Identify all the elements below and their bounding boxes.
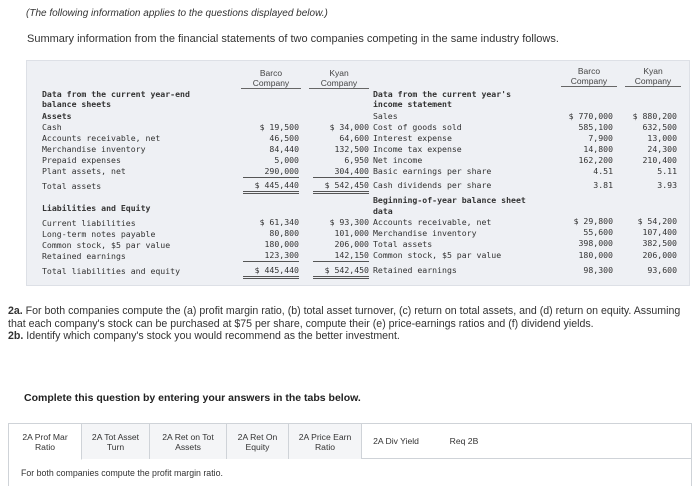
income-row-kyan: 24,300 (647, 144, 677, 154)
total-liab-kyan: $ 542,450 (324, 265, 369, 275)
left-section-heading-2: balance sheets (42, 99, 112, 109)
asset-row-label: Merchandise inventory (42, 144, 146, 154)
total-liab-label: Total liabilities and equity (42, 266, 181, 276)
tab-label-line1: 2A Prof Mar (22, 432, 68, 442)
tab-tot-asset-turn[interactable] (82, 424, 150, 459)
liability-row-kyan: $ 93,300 (329, 217, 369, 227)
header-kyan-right (625, 66, 681, 87)
tab-bar (9, 424, 691, 459)
asset-row-barco: 46,500 (269, 133, 299, 143)
begin-section-heading-1: Beginning-of-year balance sheet (373, 195, 526, 205)
q2a-label: 2a. (8, 305, 23, 317)
header-kyan-right-name: Kyan (643, 66, 663, 76)
asset-row-barco: 5,000 (274, 155, 299, 165)
question-text (8, 305, 692, 343)
tab-label-line1: Req 2B (449, 436, 479, 446)
begin-row-barco: 98,300 (583, 265, 613, 275)
asset-row-barco: $ 19,500 (259, 122, 299, 132)
tab-label-line1: 2A Tot Asset (91, 432, 140, 442)
tab-price-earn-ratio[interactable] (289, 424, 362, 459)
total-assets-barco: $ 445,440 (254, 180, 299, 190)
tab-label-line1: 2A Ret on Tot (162, 432, 214, 442)
header-kyan-left-name: Kyan (329, 68, 349, 78)
begin-row-label: Total assets (373, 239, 433, 249)
liability-row-barco: 180,000 (264, 239, 299, 249)
income-row-barco: 14,800 (583, 144, 613, 154)
begin-row-kyan: 107,400 (642, 227, 677, 237)
begin-row-label: Accounts receivable, net (373, 217, 492, 227)
income-row-barco: 585,100 (578, 122, 613, 132)
begin-row-barco: 398,000 (578, 238, 613, 248)
question-2b (8, 330, 692, 343)
income-row-kyan: 210,400 (642, 155, 677, 165)
liabilities-heading: Liabilities and Equity (42, 203, 151, 213)
header-barco-left (241, 68, 301, 89)
begin-row-kyan: $ 54,200 (637, 216, 677, 226)
liability-row-kyan: 142,150 (334, 250, 369, 260)
liability-row-kyan: 101,000 (334, 228, 369, 238)
asset-row-label: Prepaid expenses (42, 155, 121, 165)
header-barco-left-sub: Company (241, 78, 301, 89)
header-barco-right-sub: Company (561, 76, 617, 87)
tab-ret-on-tot-assets[interactable] (150, 424, 227, 459)
begin-row-kyan: 382,500 (642, 238, 677, 248)
income-row-kyan: 13,000 (647, 133, 677, 143)
liability-row-label: Retained earnings (42, 251, 126, 261)
instruction-text: Complete this question by entering your answers in the tabs below. (24, 392, 361, 404)
subtotal-rule (313, 177, 369, 178)
tab-label-line1: 2A Ret On (237, 432, 278, 442)
income-row-label: Sales (373, 111, 398, 121)
liability-row-label: Common stock, $5 par value (42, 240, 171, 250)
total-liab-barco: $ 445,440 (254, 265, 299, 275)
total-double-rule (243, 191, 299, 194)
header-barco-right (561, 66, 617, 87)
header-kyan-left (309, 68, 369, 89)
total-double-rule (313, 276, 369, 279)
income-row-label: Cash dividends per share (373, 180, 492, 190)
asset-row-barco: 290,000 (264, 166, 299, 176)
header-kyan-left-sub: Company (309, 78, 369, 89)
header-barco-right-name: Barco (577, 66, 601, 76)
tab-label-line2: Assets (175, 442, 201, 452)
financial-data-table (26, 60, 690, 286)
begin-row-label: Retained earnings (373, 265, 457, 275)
tab-prof-mar-ratio[interactable] (9, 424, 82, 460)
asset-row-kyan: 6,950 (344, 155, 369, 165)
income-row-label: Income tax expense (373, 144, 462, 154)
asset-row-label: Accounts receivable, net (42, 133, 161, 143)
summary-text: Summary information from the financial statements of two companies competing in the same industry follows. (27, 33, 559, 45)
asset-row-label: Cash (42, 122, 62, 132)
income-row-barco: 4.51 (593, 166, 613, 176)
income-row-barco: 3.81 (593, 180, 613, 190)
income-row-kyan: 5.11 (657, 166, 677, 176)
subtotal-rule (243, 261, 299, 262)
asset-row-kyan: 304,400 (334, 166, 369, 176)
q2a-text: For both companies compute the (a) profit margin ratio, (b) total asset turnover, (c) return on total assets, and (d) return on equity. Assuming that each company's stock can be purchased at $75 per share, compute their (e) price-earnings ratios and (f) dividend yields. (8, 305, 681, 330)
income-row-label: Basic earnings per share (373, 166, 492, 176)
tab-req-2b[interactable] (430, 424, 498, 459)
tab-label-line1: 2A Price Earn (298, 432, 352, 442)
income-row-label: Interest expense (373, 133, 452, 143)
total-double-rule (313, 191, 369, 194)
begin-row-kyan: 206,000 (642, 250, 677, 260)
header-barco-left-name: Barco (259, 68, 283, 78)
asset-row-kyan: $ 34,000 (329, 122, 369, 132)
tab-div-yield[interactable] (362, 424, 430, 459)
begin-row-barco: $ 29,800 (573, 216, 613, 226)
tab-label-line2: Ratio (314, 442, 336, 452)
liability-row-barco: 80,800 (269, 228, 299, 238)
begin-section-heading-2: data (373, 206, 393, 216)
right-section-heading-1: Data from the current year's (373, 89, 512, 99)
total-assets-label: Total assets (42, 181, 102, 191)
answer-tabs-panel (8, 423, 692, 486)
liability-row-label: Current liabilities (42, 218, 136, 228)
income-row-label: Cost of goods sold (373, 122, 462, 132)
income-row-barco: 7,900 (588, 133, 613, 143)
income-row-label: Net income (373, 155, 423, 165)
total-assets-kyan: $ 542,450 (324, 180, 369, 190)
total-double-rule (243, 276, 299, 279)
asset-row-kyan: 132,500 (334, 144, 369, 154)
assets-heading: Assets (42, 111, 72, 121)
tab-label-line2: Equity (245, 442, 270, 452)
begin-row-barco: 180,000 (578, 250, 613, 260)
subtotal-rule (313, 261, 369, 262)
liability-row-kyan: 206,000 (334, 239, 369, 249)
liability-row-label: Long-term notes payable (42, 229, 156, 239)
income-row-barco: 162,200 (578, 155, 613, 165)
left-section-heading-1: Data from the current year-end (42, 89, 190, 99)
liability-row-barco: 123,300 (264, 250, 299, 260)
tab-content-text: For both companies compute the profit margin ratio. (21, 468, 223, 478)
question-2a (8, 305, 692, 330)
liability-row-barco: $ 61,340 (259, 217, 299, 227)
income-row-kyan: $ 880,200 (632, 111, 677, 121)
tab-ret-on-equity[interactable] (227, 424, 289, 459)
subtotal-rule (243, 177, 299, 178)
asset-row-kyan: 64,600 (339, 133, 369, 143)
income-row-barco: $ 770,000 (568, 111, 613, 121)
tab-label-line2: Turn (106, 442, 125, 452)
q2b-label: 2b. (8, 330, 24, 342)
asset-row-label: Plant assets, net (42, 166, 126, 176)
income-row-kyan: 3.93 (657, 180, 677, 190)
header-kyan-right-sub: Company (625, 76, 681, 87)
begin-row-barco: 55,600 (583, 227, 613, 237)
tab-label-line1: 2A Div Yield (373, 436, 419, 446)
asset-row-barco: 84,440 (269, 144, 299, 154)
right-section-heading-2: income statement (373, 99, 452, 109)
begin-row-label: Merchandise inventory (373, 228, 477, 238)
income-row-kyan: 632,500 (642, 122, 677, 132)
begin-row-label: Common stock, $5 par value (373, 250, 502, 260)
tab-label-line2: Ratio (34, 442, 56, 452)
intro-note: (The following information applies to the questions displayed below.) (26, 8, 328, 19)
q2b-text: Identify which company's stock you would recommend as the better investment. (23, 330, 400, 342)
begin-row-kyan: 93,600 (647, 265, 677, 275)
